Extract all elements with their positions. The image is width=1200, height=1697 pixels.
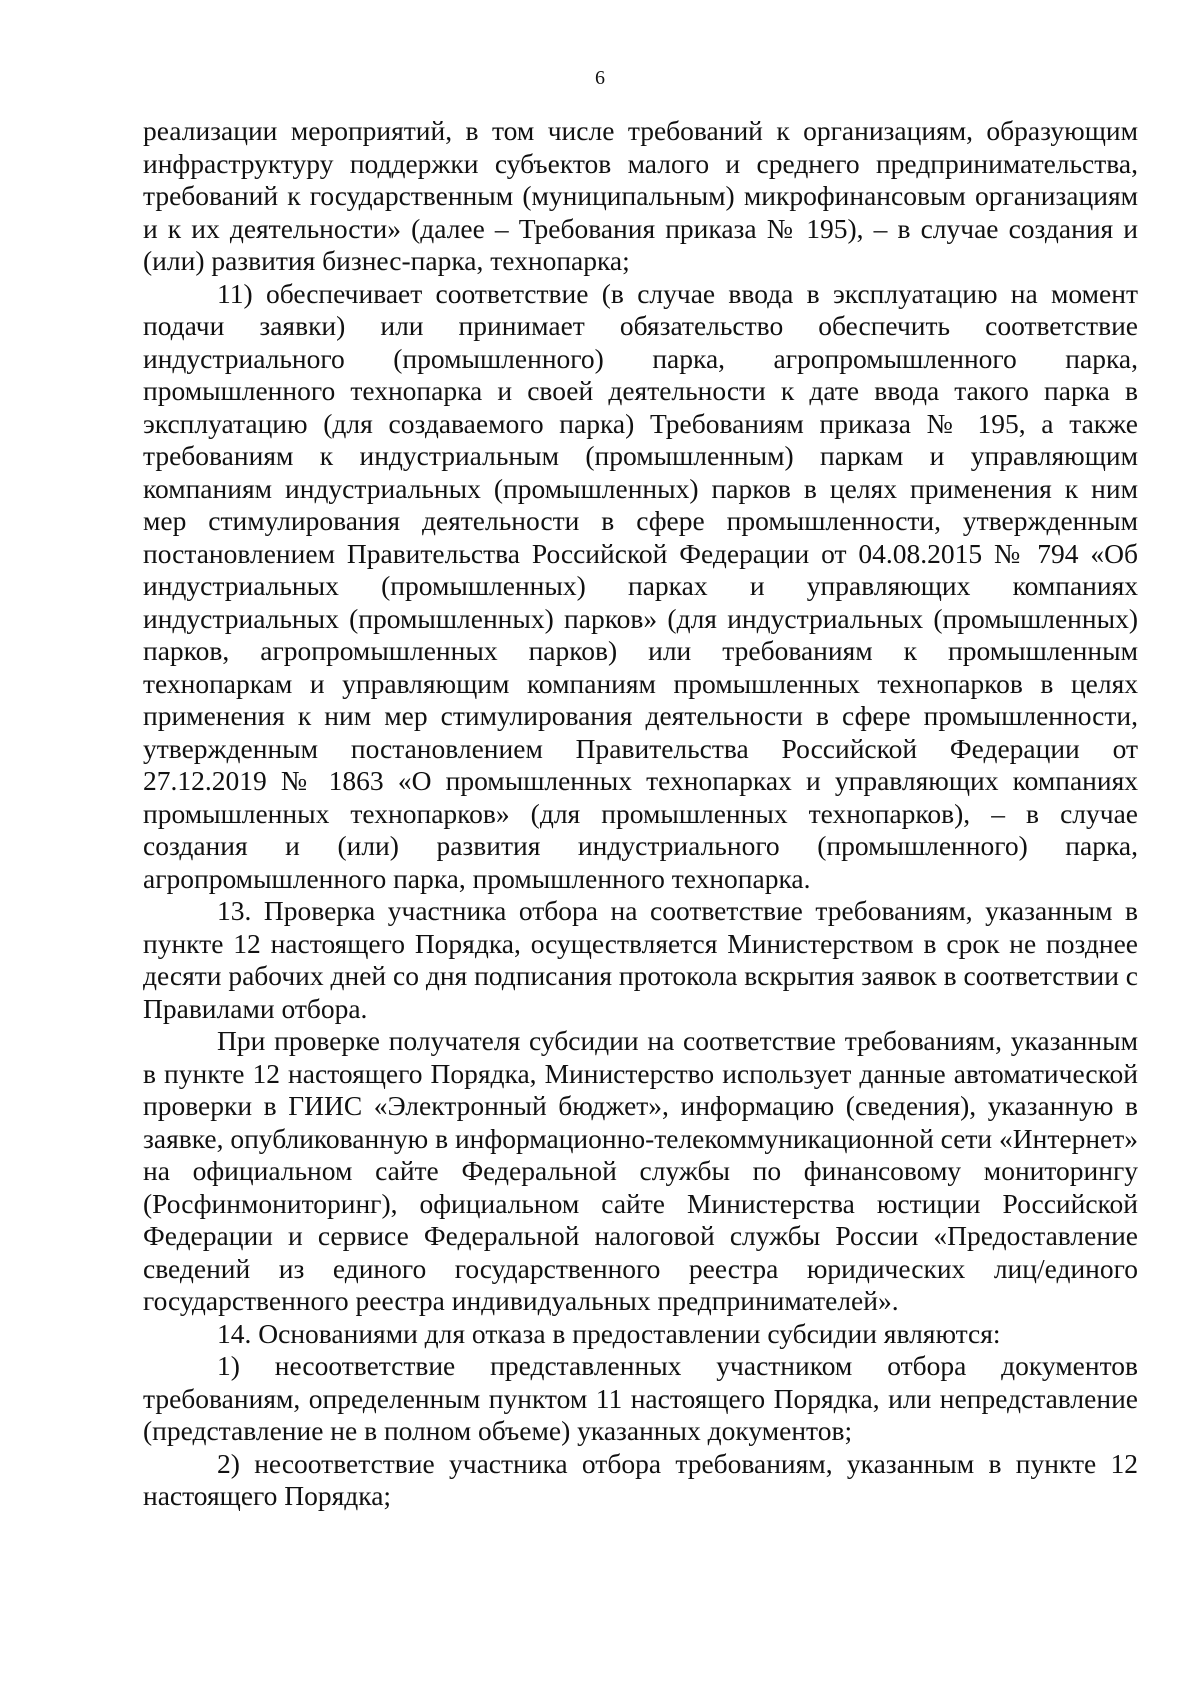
paragraph-verification-sources: При проверке получателя субсидии на соответствие требованиям, указанным в пункте 12 настоящего Порядка, Министерство использует данные автоматической проверки в ГИИС «Электронный бюджет», информацию (сведения), указанную в заявке, опубликованную в информационно-телекоммуникационной сети «Интернет» на официальном сайте Федеральной службы по финансовому мониторингу (Росфинмониторинг), официальном сайте Министерства юстиции Российской Федерации и сервисе Федеральной налоговой службы России «Предоставление сведений из единого государственного реестра юридических лиц/единого государственного реестра индивидуальных предпринимателей». (143, 1025, 1139, 1316)
paragraph-refusal-ground-2: 2) несоответствие участника отбора требованиям, указанным в пункте 12 настоящего Порядка; (143, 1447, 1138, 1511)
paragraph-section-14-refusal-grounds: 14. Основаниями для отказа в предоставлении субсидии являются: (217, 1317, 1001, 1349)
paragraph-item-11-compliance: 11) обеспечивает соответствие (в случае ввода в эксплуатацию на момент подачи заявки) или принимает обязательство обеспечить соответствие индустриального (промышленного) парка, агропромышленного парка, промышленного технопарка и своей деятельности к дате ввода такого парка в эксплуатацию (для создаваемого парка) Требованиям приказа № 195, а также требованиям к индустриальным (промышленным) паркам и управляющим компаниям индустриальных (промышленных) парков в целях применения к ним мер стимулирования деятельности в сфере промышленности, утвержденным постановлением Правительства Российской Федерации от 04.08.2015 № 794 «Об индустриальных (промышленных) парках и управляющих компаниях индустриальных (промышленных) парков» (для индустриальных (промышленных) парков, агропромышленных парков) или требованиям к промышленным технопаркам и управляющим компаниям промышленных технопарков в целях применения к ним мер стимулирования деятельности в сфере промышленности, утвержденным постановлением Правительства Российской Федерации от 27.12.2019 № 1863 «О промышленных технопарках и управляющих компаниях промышленных технопарков» (для промышленных технопарков), – в случае создания и (или) развития индустриального (промышленного) парка, агропромышленного парка, промышленного технопарка. (143, 277, 1138, 894)
paragraph-section-13-verification: 13. Проверка участника отбора на соответствие требованиям, указанным в пункте 12 настоящего Порядка, осуществляется Министерством в срок не позднее десяти рабочих дней со дня подписания протокола вскрытия заявок в соответствии с Правилами отбора. (143, 895, 1138, 1024)
paragraph-refusal-ground-1: 1) несоответствие представленных участником отбора документов требованиям, определенным пунктом 11 настоящего Порядка, или непредставление (представление не в полном объеме) указанных документов; (143, 1350, 1138, 1446)
document-body (143, 115, 1138, 1513)
paragraph-continuation-requirements: реализации мероприятий, в том числе требований к организациям, образующим инфраструктуру поддержки субъектов малого и среднего предпринимательства, требований к государственным (муниципальным) микрофинансовым организациям и к их деятельности» (далее – Требования приказа № 195), – в случае создания и (или) развития бизнес-парка, технопарка; (143, 115, 1138, 276)
page-number: 6 (595, 67, 605, 89)
